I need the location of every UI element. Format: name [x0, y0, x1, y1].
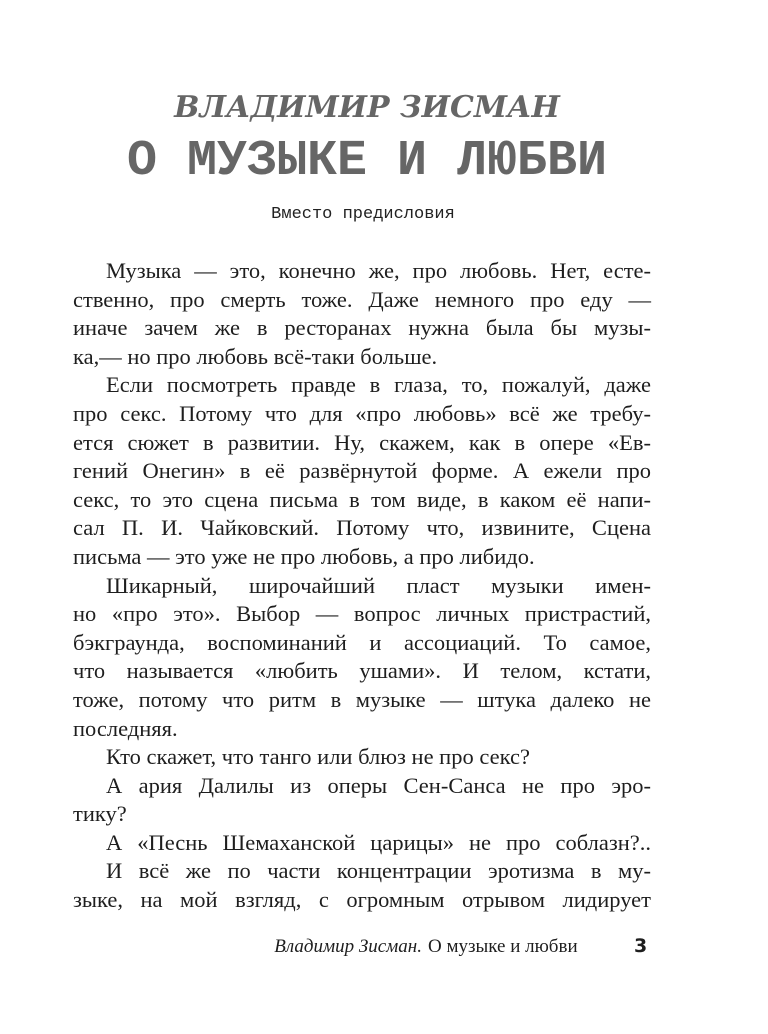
text-line: Музыка — это, конечно же, про любовь. Нет, есте-	[106, 258, 651, 283]
body-text	[73, 257, 651, 915]
text-line: И всё же по части концентрации эротизма в му-	[106, 858, 651, 884]
text-line: ка,— но про любовь всё-таки больше.	[73, 343, 438, 369]
text-line: письма — это уже не про любовь, а про либидо.	[73, 543, 535, 569]
text-line: что называется «любить ушами». И телом, кстати,	[73, 658, 651, 684]
chapter-subtitle: Вместо предисловия	[271, 205, 455, 224]
page-number: 3	[634, 935, 648, 957]
text-line: А «Песнь Шемаханской царицы» не про соблазн?..	[106, 829, 651, 855]
text-line: ственно, про смерть тоже. Даже немного про еду —	[73, 286, 651, 312]
text-line: А ария Далилы из оперы Сен-Санса не про эро-	[106, 772, 651, 798]
text-line: Если посмотреть правде в глаза, то, пожалуй, даже	[106, 372, 651, 398]
text-line: тоже, потому что ритм в музыке — штука далеко не	[73, 686, 651, 712]
text-line: сал П. И. Чайковский. Потому что, извините, Сцена	[73, 515, 651, 541]
footer-author: Владимир Зисман.	[274, 936, 422, 957]
text-line: Шикарный, широчайший пласт музыки имен-	[106, 572, 651, 598]
text-line: секс, то это сцена письма в том виде, в каком её напи-	[73, 486, 651, 512]
footer-book-title: О музыке и любви	[428, 936, 578, 957]
text-line: тику?	[73, 801, 127, 827]
page-footer	[0, 936, 768, 964]
text-line: ется сюжет в развитии. Ну, скажем, как в опере «Ев-	[73, 429, 651, 455]
text-line: последняя.	[73, 715, 178, 741]
text-line: зыке, на мой взгляд, с огромным отрывом лидирует	[73, 887, 651, 913]
author-name-heading: ВЛАДИМИР ЗИСМАН	[174, 90, 560, 125]
text-line: Кто скажет, что танго или блюз не про секс?	[106, 744, 530, 770]
text-line: гений Онегин» в её развёрнутой форме. А ежели про	[73, 458, 651, 484]
text-line: про секс. Потому что для «про любовь» всё же требу-	[73, 400, 651, 426]
book-title-heading: О МУЗЫКЕ И ЛЮБВИ	[126, 133, 608, 190]
text-line: бэкграунда, воспоминаний и ассоциаций. То самое,	[73, 629, 651, 655]
text-line: но «про это». Выбор — вопрос личных пристрастий,	[73, 601, 651, 627]
text-line: иначе зачем же в ресторанах нужна была бы музы-	[73, 315, 651, 341]
